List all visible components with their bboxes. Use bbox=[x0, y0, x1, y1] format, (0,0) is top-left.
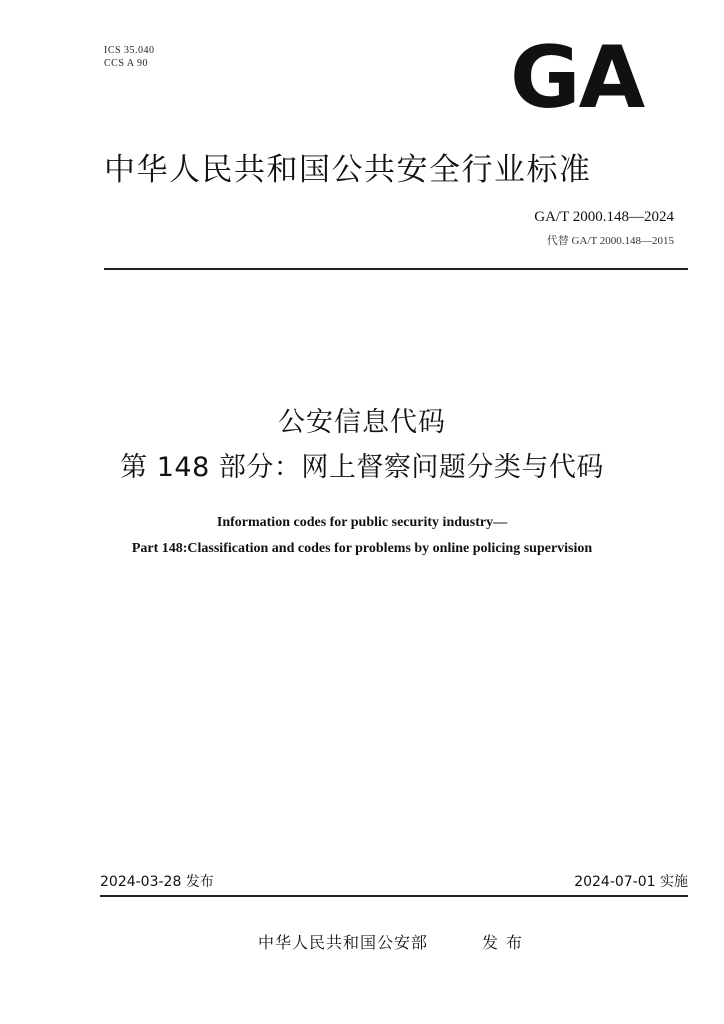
ccs-code: CCS A 90 bbox=[104, 58, 149, 69]
header-divider bbox=[104, 268, 688, 270]
title-cn-part: 第 148 部分：网上督察问题分类与代码 bbox=[120, 452, 604, 483]
replaces-standard: 代替 GA/T 2000.148—2015 bbox=[546, 235, 674, 247]
standard-category-title: 中华人民共和国公共安全行业标准 bbox=[104, 152, 592, 188]
ics-code: ICS 35.040 bbox=[104, 45, 155, 56]
title-en-main: Information codes for public security industry— bbox=[216, 515, 508, 530]
title-cn-main: 公安信息代码 bbox=[278, 407, 446, 438]
footer-divider bbox=[100, 895, 688, 897]
implementation-date: 2024-07-01 实施 bbox=[574, 874, 688, 890]
publish-label: 发布 bbox=[482, 933, 531, 952]
standard-number: GA/T 2000.148—2024 bbox=[534, 209, 674, 225]
publisher: 中华人民共和国公安部 bbox=[258, 933, 429, 952]
title-en-part: Part 148:Classification and codes for problems by online policing supervision bbox=[131, 541, 593, 556]
issue-date: 2024-03-28 发布 bbox=[100, 874, 214, 890]
classification-codes bbox=[104, 44, 155, 70]
ga-logo: GA bbox=[510, 28, 644, 128]
